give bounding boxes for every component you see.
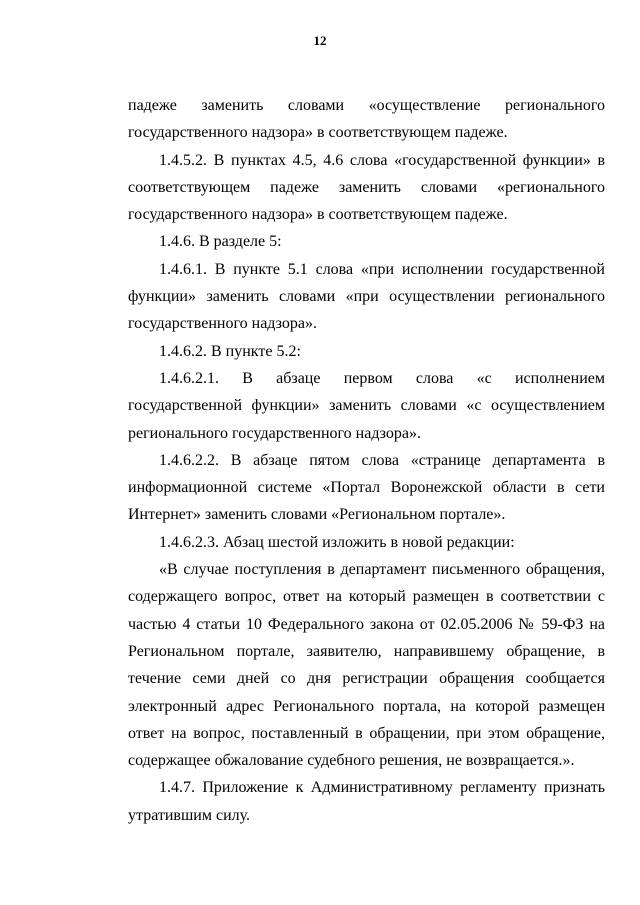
paragraph-1-4-6-2: 1.4.6.2. В пункте 5.2:: [159, 342, 301, 360]
document-body: [128, 92, 605, 829]
paragraph-1-4-6-2-1: 1.4.6.2.1. В абзаце первом слова «с исполнением государственной функции» заменить словами «с осуществлением регионального государственного надзора».: [128, 369, 605, 442]
paragraph-1-4-6-2-2: 1.4.6.2.2. В абзаце пятом слова «странице департамента в информационной системе «Портал Воронежской области в сети Интернет» заменить словами «Региональном портале».: [128, 451, 605, 524]
page-number: 12: [313, 33, 327, 48]
paragraph-1-4-6: 1.4.6. В разделе 5:: [159, 233, 282, 251]
paragraph-1-4-5-2: 1.4.5.2. В пунктах 4.5, 4.6 слова «государственной функции» в соответствующем падеже заменить словами «регионального государственного надзора» в соответствующем падеже.: [128, 151, 605, 224]
paragraph-1: падеже заменить словами «осуществление регионального государственного надзора» в соответствующем падеже.: [128, 97, 605, 142]
paragraph-1-4-7: 1.4.7. Приложение к Административному регламенту признать утратившим силу.: [128, 779, 605, 824]
paragraph-1-4-6-1: 1.4.6.1. В пункте 5.1 слова «при исполнении государственной функции» заменить словами «при осуществлении регионального государственного надзора».: [128, 260, 605, 333]
paragraph-1-4-6-2-3: 1.4.6.2.3. Абзац шестой изложить в новой редакции:: [159, 533, 515, 551]
paragraph-quoted-text: «В случае поступления в департамент письменного обращения, содержащего вопрос, ответ на который размещен в соответствии с частью 4 статьи 10 Федерального закона от 02.05.2006 № 59-ФЗ на Региональном портале, заявителю, направившему обращение, в течение семи дней со дня регистрации обращения сообщается электронный адрес Регионального портала, на которой размещен ответ на вопрос, поставленный в обращении, при этом обращение, содержащее обжалование судебного решения, не возвращается.».: [128, 561, 605, 770]
